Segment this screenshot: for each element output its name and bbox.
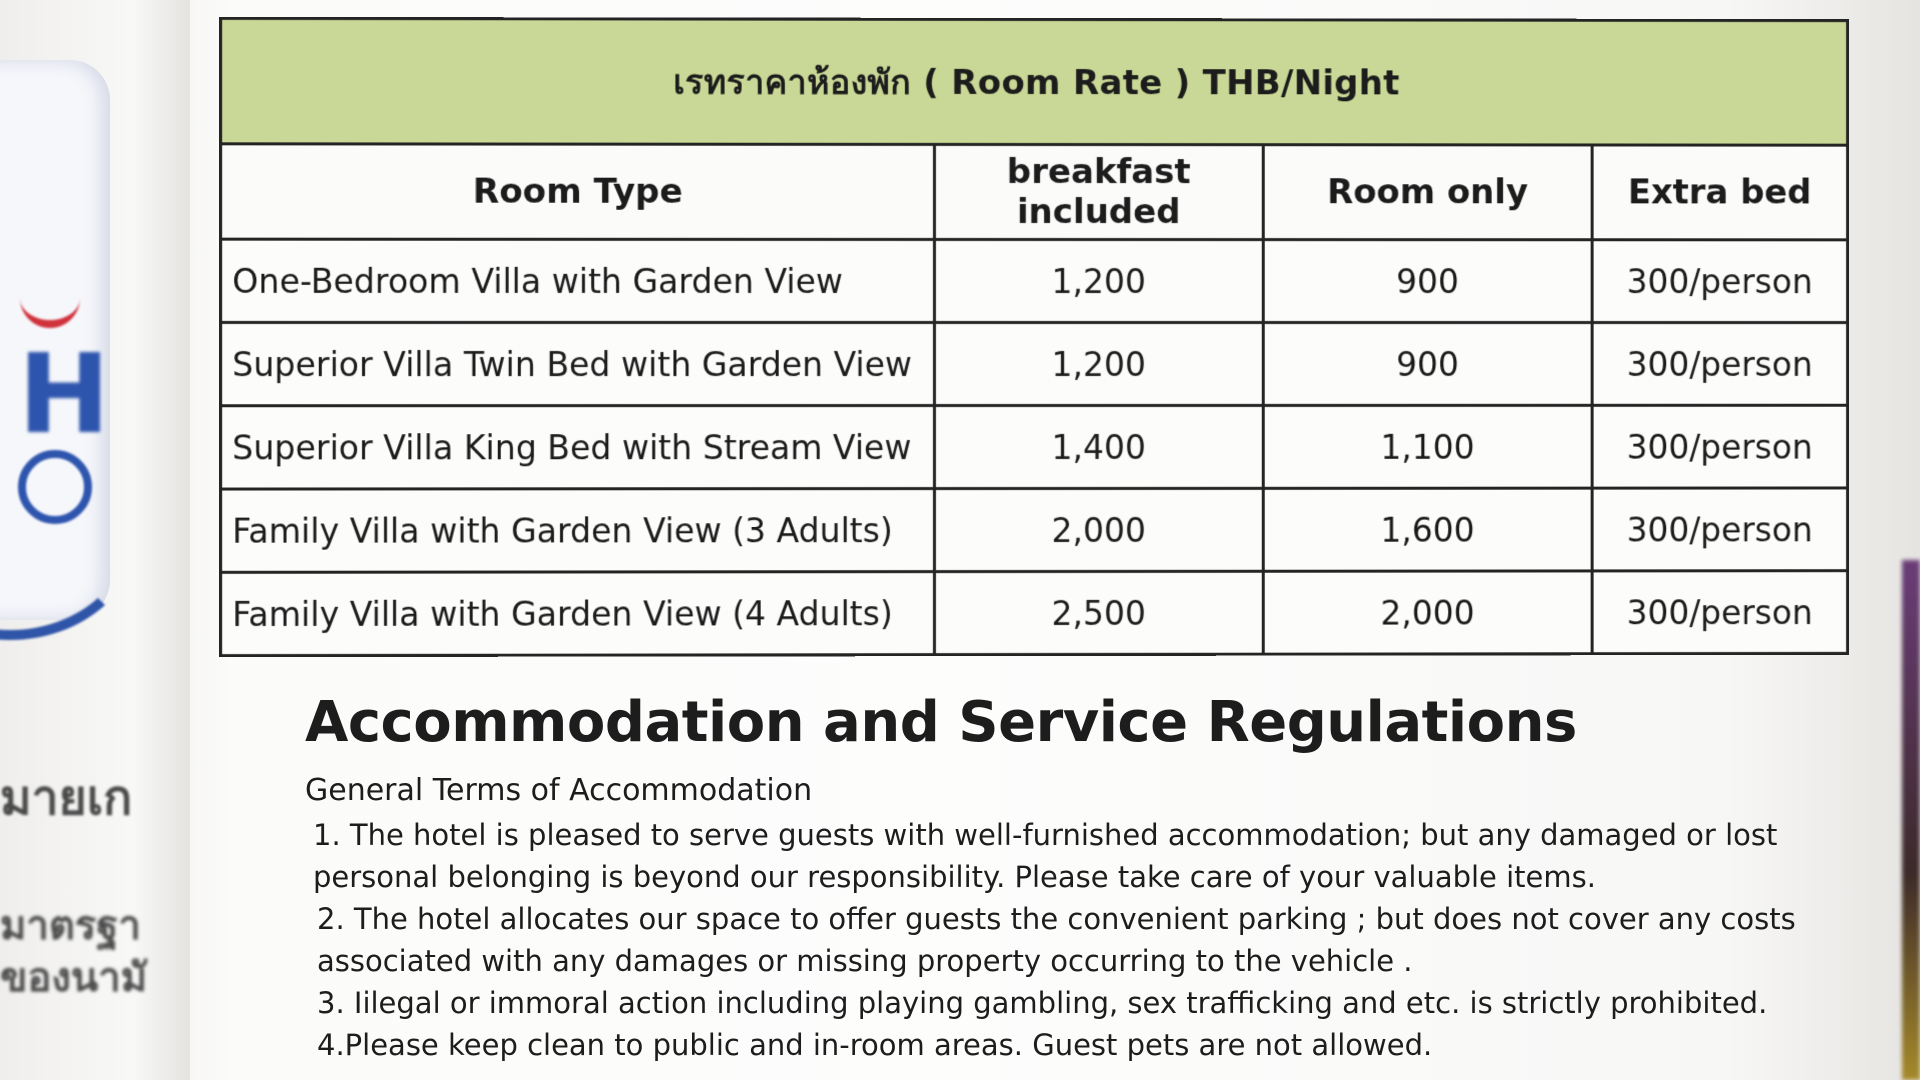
background-sign-text-2 [0,900,147,1004]
cell-room-type: Superior Villa King Bed with Stream View [221,406,934,490]
cell-room-only-price: 900 [1263,240,1591,323]
logo-letter: H [18,330,111,458]
header-breakfast-included: breakfast included [934,144,1263,239]
table-title: เรทราคาห้องพัก ( Room Rate ) THB/Night [221,18,1848,145]
background-sign-line-3: ของนามั [0,955,148,1001]
logo-arc [0,420,140,640]
cell-room-only-price: 1,100 [1263,405,1591,488]
cell-breakfast-price: 1,200 [934,239,1263,322]
table-row [221,239,1848,322]
cell-breakfast-price: 2,000 [934,488,1263,571]
cell-room-type: One-Bedroom Villa with Garden View [221,239,934,322]
cell-extra-bed-price: 300/person [1592,488,1848,571]
table-row [221,322,1848,405]
room-rate-table [219,17,1849,657]
cell-extra-bed-price: 300/person [1592,240,1848,323]
cell-room-type: Family Villa with Garden View (3 Adults) [221,489,934,573]
regulations-section [305,690,1805,1066]
cell-room-only-price: 900 [1263,323,1591,406]
cell-extra-bed-price: 300/person [1592,571,1848,654]
rate-sheet [160,0,1880,1080]
table-title-row [221,18,1848,145]
cell-extra-bed-price: 300/person [1592,405,1848,488]
background-sign-text-1: มายเก [0,770,133,826]
list-item: 4.Please keep clean to public and in-room areas. Guest pets are not allowed. [317,1028,1433,1062]
header-room-type: Room Type [221,144,934,240]
cell-breakfast-price: 1,200 [934,322,1263,405]
cell-extra-bed-price: 300/person [1592,323,1848,406]
regulations-heading: Accommodation and Service Regulations [305,690,1577,755]
cell-room-type: Family Villa with Garden View (4 Adults) [221,572,934,656]
cell-room-type: Superior Villa Twin Bed with Garden View [221,322,934,405]
header-room-only: Room only [1263,145,1591,240]
table-header-row [221,144,1848,240]
list-item: 1. The hotel is pleased to serve guests with well-furnished accommodation; but any damaged or lost personal belonging is beyond our responsibility. Please take care of your valuable items. [313,818,1778,894]
cell-room-only-price: 2,000 [1263,571,1591,654]
regulations-list [305,814,1805,1066]
background-edge [1902,560,1920,1080]
header-extra-bed: Extra bed [1592,145,1848,240]
table-row [221,488,1848,572]
regulations-subheading: General Terms of Accommodation [305,773,813,808]
cell-room-only-price: 1,600 [1263,488,1591,571]
list-item: 2. The hotel allocates our space to offer guests the convenient parking ; but does not cover any costs associated with any damages or missing property occurring to the vehicle . [317,902,1796,978]
list-item: 3. Iilegal or immoral action including playing gambling, sex trafficking and etc. is strictly prohibited. [317,986,1768,1020]
cell-breakfast-price: 1,400 [934,405,1263,488]
cell-breakfast-price: 2,500 [934,571,1263,654]
table-row [221,405,1848,489]
background-sign-line-2: มาตรฐา [0,903,141,949]
table-row [221,571,1848,656]
